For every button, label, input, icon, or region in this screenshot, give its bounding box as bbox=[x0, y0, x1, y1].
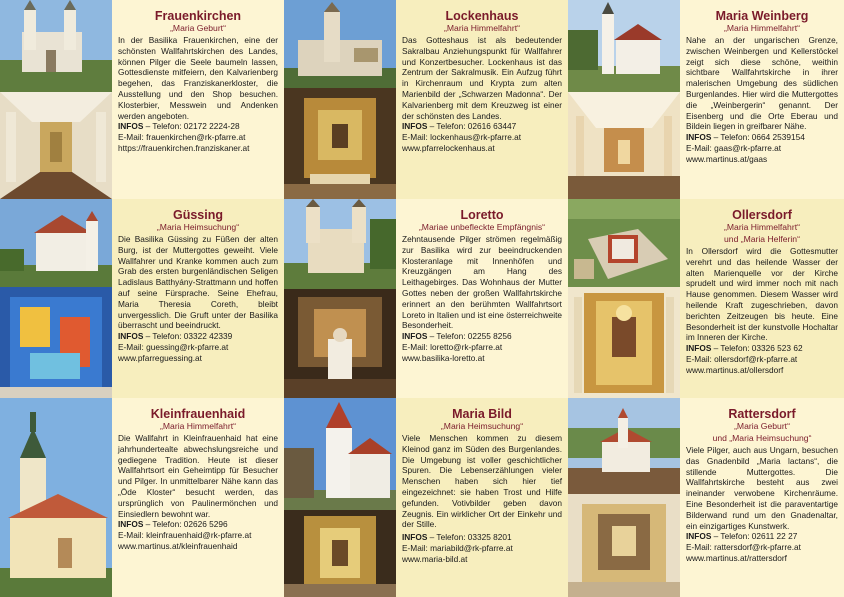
photo-church-exterior bbox=[0, 0, 112, 92]
text-panel-loretto bbox=[396, 199, 568, 398]
phone-text: – Telefon: 0664 2539154 bbox=[711, 132, 805, 143]
infos-label: INFOS bbox=[686, 531, 712, 542]
photo-column-frauenkirchen bbox=[0, 0, 112, 199]
photo-church-exterior bbox=[0, 199, 112, 287]
website-link[interactable]: www.martinus.at/rattersdorf bbox=[686, 552, 787, 563]
church-title: Kleinfrauenhaid bbox=[150, 407, 246, 421]
photo-column-kleinfrauenhaid bbox=[0, 398, 112, 597]
photo-church-interior bbox=[0, 92, 112, 199]
photo-church-interior bbox=[284, 510, 396, 597]
photo-column-guessing bbox=[0, 199, 112, 398]
church-title: Maria Bild bbox=[452, 407, 512, 421]
photo-column-rattersdorf bbox=[568, 398, 680, 597]
church-title: Güssing bbox=[172, 208, 223, 222]
church-description: Die Basilika Güssing zu Füßen der alten Burg, ist der Muttergottes geweiht. Viele Wallfahrer und Kranke kommen auch zum Grab des ersten burgenländischen Seligen Ladislaus Batthyány-Strattmann und hoffen auf seine Fürsprache. Seine Ehefrau, Maria Theresia Coreth, bleibt unvergesslich. Die Gruft unter der Basilika überrascht und beeindruckt. bbox=[118, 234, 278, 331]
text-panel-lockenhaus bbox=[396, 0, 568, 199]
church-subtitle: „Maria Himmelfahrt“ bbox=[444, 23, 520, 33]
photo-church-aerial bbox=[568, 199, 680, 287]
photo-church-interior bbox=[568, 494, 680, 597]
church-subtitle: „Maria Himmelfahrt“ bbox=[160, 421, 236, 431]
church-description: In Ollersdorf wird die Gottesmutter verehrt und das heilende Wasser der alten Marienquelle vor der Kirche sprudelt und wird immer noch mit nach Hause genommen. Diesem Wasser wird heilende Kraft zugeschrieben, davon berichten Zeitzeugen bis heute. Eine Besonderheit ist der kunstvolle Hochaltar im Inneren der Kirche. bbox=[686, 246, 838, 343]
infos-label: INFOS bbox=[402, 331, 428, 342]
church-subtitle: „Maria Himmelfahrt“ bbox=[724, 222, 800, 232]
infos-label: INFOS bbox=[118, 519, 144, 530]
email-link[interactable]: E-Mail: mariabild@rk-pfarre.at bbox=[402, 542, 513, 553]
church-infos bbox=[686, 132, 838, 143]
church-infos bbox=[686, 343, 838, 354]
infos-label: INFOS bbox=[402, 121, 428, 132]
email-link[interactable]: E-Mail: guessing@rk-pfarre.at bbox=[118, 341, 229, 352]
phone-text: – Telefon: 02616 63447 bbox=[427, 121, 517, 132]
phone-text: – Telefon: 02255 8256 bbox=[427, 331, 512, 342]
photo-church-interior bbox=[568, 92, 680, 199]
photo-church-interior bbox=[284, 88, 396, 199]
photo-church-interior bbox=[284, 289, 396, 398]
church-description: Nahe an der ungarischen Grenze, zwischen Weinbergen und Kellerstöckel zeigt sich diese schöne, weithin sichtbare Wallfahrtskirche in ihrer malerischen Umgebung des südlichen Burgenlandes. Hier wird die Muttergottes die „Weinbergerin“ genannt. Der Eisenberg und die Orte Eberau und Bildein liegen in greifbarer Nähe. bbox=[686, 35, 838, 132]
website-link[interactable]: www.pfarrelockenhaus.at bbox=[402, 142, 495, 153]
photo-column-ollersdorf bbox=[568, 199, 680, 398]
church-title: Frauenkirchen bbox=[154, 9, 242, 23]
church-title: Maria Weinberg bbox=[715, 9, 809, 23]
phone-text: – Telefon: 03322 42339 bbox=[143, 331, 233, 342]
church-description: Viele Pilger, auch aus Ungarn, besuchen das Gnadenbild „Maria lactans“, die stillende Muttergottes. Die Wallfahrtskirche besteht aus zwei ineinander verwobene Kirchenräume. Eine Besonderheit ist die paraventartige Bilderwand rund um den Gnadenaltar, ein einzigartiges Kunstwerk. bbox=[686, 445, 838, 531]
infos-label: INFOS bbox=[686, 343, 712, 354]
email-link[interactable]: E-Mail: ollersdorf@rk-pfarre.at bbox=[686, 353, 798, 364]
church-subtitle: „Mariae unbefleckte Empfängnis“ bbox=[418, 222, 546, 232]
church-subtitle: „Maria Geburt“ bbox=[170, 23, 226, 33]
text-panel-frauenkirchen bbox=[112, 0, 284, 199]
church-description: Die Wallfahrt in Kleinfrauenhaid hat eine jahrhundertealte abwechslungsreiche und gediegene Tradition. Heute ist dieser Wallfahrtsort ein Geheimtipp für Besucher und Pilger. In unmittelbarer Nähe kann das „Öde Kloster“ besucht werden, das ursprünglich von Paulinermönchen und Einsiedlern bewohnt war. bbox=[118, 433, 278, 519]
photo-column-loretto bbox=[284, 199, 396, 398]
photo-church-exterior bbox=[568, 0, 680, 92]
infos-label: INFOS bbox=[402, 532, 428, 543]
phone-text: – Telefon: 02611 22 27 bbox=[711, 531, 798, 542]
phone-text: – Telefon: 02172 2224-28 bbox=[143, 121, 240, 132]
church-subtitle: „Maria Himmelfahrt“ bbox=[724, 23, 800, 33]
website-link[interactable]: www.martinus.at/gaas bbox=[686, 153, 768, 164]
email-link[interactable]: E-Mail: loretto@rk-pfarre.at bbox=[402, 341, 503, 352]
text-panel-kleinfrauenhaid bbox=[112, 398, 284, 597]
photo-church-interior bbox=[568, 287, 680, 398]
infos-label: INFOS bbox=[118, 331, 144, 342]
website-link[interactable]: https://frauenkirchen.franziskaner.at bbox=[118, 142, 250, 153]
church-infos bbox=[402, 532, 562, 543]
church-infos bbox=[118, 331, 278, 342]
phone-text: – Telefon: 03326 523 62 bbox=[711, 343, 803, 354]
church-subtitle: „Maria Heimsuchung“ bbox=[156, 222, 240, 232]
church-description: In der Basilika Frauenkirchen, eine der schönsten Wallfahrtskirchen des Landes, können Pilger die Seele baumeln lassen, Gottesdienste mitfeiern, den Kalvarienberg begehen, das Franziskanerkloster, die Ausstellung und den Shop besuchen. Klosterbier, Messwein und Andenken werden angeboten. bbox=[118, 35, 278, 121]
photo-church-exterior bbox=[0, 398, 112, 597]
website-link[interactable]: www.martinus.at/ollersdorf bbox=[686, 364, 784, 375]
website-link[interactable]: www.maria-bild.at bbox=[402, 553, 468, 564]
photo-church-exterior bbox=[284, 398, 396, 510]
text-panel-guessing bbox=[112, 199, 284, 398]
church-description: Viele Menschen kommen zu diesem Kleinod ganz im Süden des Burgenlandes. Die Umgebung ist voller geschichtlicher Spuren. Die Lebenserzählungen vieler Menschen haben sich hier tief eingezeichnet: sie haben Trost und Hilfe gefunden. Votivbilder geben davon Zeugnis. Ein wirklicher Ort der Einkehr und der Stille. bbox=[402, 433, 562, 530]
email-link[interactable]: E-Mail: kleinfrauenhaid@rk-pfarre.at bbox=[118, 530, 252, 541]
church-infos bbox=[402, 121, 562, 132]
photo-church-exterior bbox=[284, 199, 396, 289]
church-description: Zehntausende Pilger strömen regelmäßig zur Basilika wird zur beeindruckenden Klosteranlage mit Innenhöfen und Kreuzgängen am Hang des Leithagebirges. Das Wohnhaus der Mutter Gottes neben der großen Wallfahrtskirche erinnert an den berühmten Wallfahrtsort Loreto in Italien und ist eine österreichweite Besonderheit. bbox=[402, 234, 562, 331]
church-infos bbox=[118, 121, 278, 132]
church-subtitle: „Maria Heimsuchung“ bbox=[440, 421, 524, 431]
church-subtitle-secondary: und „Maria Heimsuchung“ bbox=[712, 433, 812, 443]
website-link[interactable]: www.basilika-loretto.at bbox=[402, 352, 485, 363]
church-infos bbox=[686, 531, 838, 542]
church-infos bbox=[118, 519, 278, 530]
church-title: Ollersdorf bbox=[732, 208, 792, 222]
text-panel-maria-bild bbox=[396, 398, 568, 597]
phone-text: – Telefon: 02626 5296 bbox=[143, 519, 228, 530]
phone-text: – Telefon: 03325 8201 bbox=[427, 532, 512, 543]
photo-column-lockenhaus bbox=[284, 0, 396, 199]
text-panel-rattersdorf bbox=[680, 398, 844, 597]
email-link[interactable]: E-Mail: frauenkirchen@rk-pfarre.at bbox=[118, 132, 246, 143]
photo-church-interior bbox=[0, 287, 112, 398]
email-link[interactable]: E-Mail: gaas@rk-pfarre.at bbox=[686, 142, 782, 153]
church-subtitle-secondary: und „Maria Helferin“ bbox=[724, 234, 800, 244]
photo-church-exterior bbox=[568, 398, 680, 494]
photo-column-maria-bild bbox=[284, 398, 396, 597]
text-panel-maria-weinberg bbox=[680, 0, 844, 199]
church-description: Das Gotteshaus ist als bedeutender Sakralbau Anziehungspunkt für Wallfahrer und Konzertbesucher. Lockenhaus ist das Zentrum der Sakralmusik. Ein Aufzug führt in Kirchenraum und Krypta zum alten Marienbild der „Schwarzen Madonna“. Der Kalvarienberg mit dem Kreuzweg ist einer der schönsten des Landes. bbox=[402, 35, 562, 121]
email-link[interactable]: E-Mail: rattersdorf@rk-pfarre.at bbox=[686, 542, 801, 553]
website-link[interactable]: www.pfarreguessing.at bbox=[118, 352, 202, 363]
infos-label: INFOS bbox=[686, 132, 712, 143]
church-subtitle: „Maria Geburt“ bbox=[734, 421, 790, 431]
photo-church-exterior bbox=[284, 0, 396, 88]
church-title: Rattersdorf bbox=[728, 407, 796, 421]
website-link[interactable]: www.martinus.at/kleinfrauenhaid bbox=[118, 540, 238, 551]
photo-column-maria-weinberg bbox=[568, 0, 680, 199]
church-title: Lockenhaus bbox=[445, 9, 519, 23]
church-title: Loretto bbox=[460, 208, 504, 222]
text-panel-ollersdorf bbox=[680, 199, 844, 398]
infos-label: INFOS bbox=[118, 121, 144, 132]
email-link[interactable]: E-Mail: lockenhaus@rk-pfarre.at bbox=[402, 132, 522, 143]
church-infos bbox=[402, 331, 562, 342]
